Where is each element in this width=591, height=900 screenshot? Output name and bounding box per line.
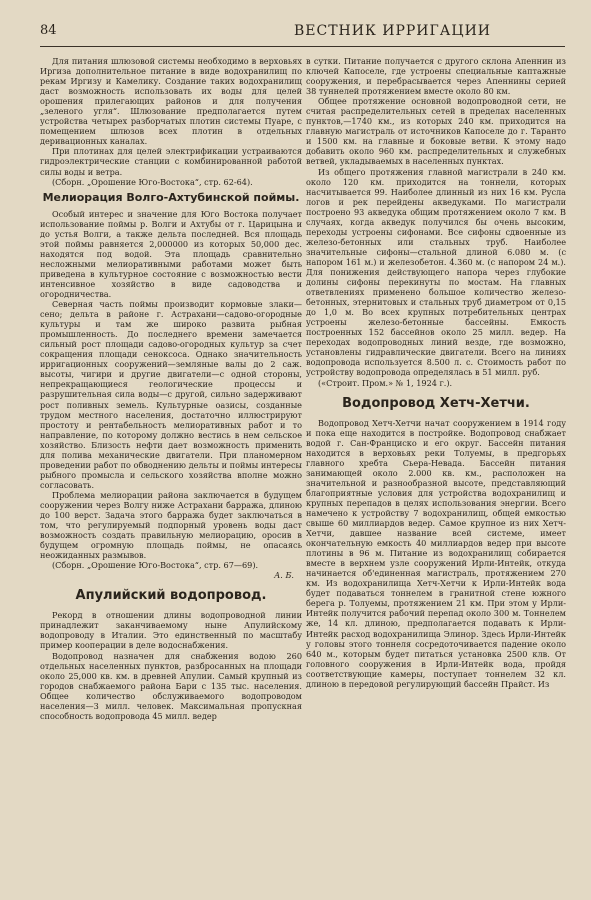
paragraph: Из общего протяжения главной магистрали в 240 км. около 120 км. приходится на тоннели, которых насчитывается 99. Наиболее длинный из них 16 км. Русла логов и рек перейдены акведуками. По магистрали построено 93 акведука общим протяжением около 7 км. В случаях, когда акведук получился бы очень высоким, переходы устроены сифонами. Все сифоны сдвоенные из железо-бетонных или стальных труб. Наиболее значительные сифоны—стальной длиной 6.080 м. (с напором 161 м.) и железобетон. 4.360 м. (с напором 24 м.). Для понижения действующего напора через глубокие долины сифоны перекинуты по мостам. На главных ответвлениях применено большое количество железо-бетонных, этернитовых и стальных труб диаметром от 0,15 до 1,0 м. Во всех крупных потребительных центрах устроены железо-бетонные бассейны. Емкость построенных 152 бассейнов около 25 милл. ведер. На переходах водопроводных линий везде, где возможно, установлены гидравлические двигатели. Всего на линиях водопровода используется 8.500 л. с. Стоимость работ по устройству водопровода определялась в 51 милл. руб.: [306, 166, 566, 378]
section-heading-volga-akhtuba: Мелиорация Волго-Ахтубинской поймы.: [42, 190, 300, 204]
paragraph: Водопровод назначен для снабжения водою 260 отдельных населенных пунктов, разбросанных на площади около 25,000 кв. км. в древней Апулии. Самый крупный из городов снабжаемого района Бари с 135 тыс. населения. Общее количество обслуживаемого водопроводом населения—3 милл. человек. Максимальная пропускная способность водопровода 45 милл. ведер: [40, 650, 302, 721]
author-signature: А. Б.: [274, 570, 294, 581]
right-column: [306, 56, 566, 894]
paragraph: Особый интерес и значение для Юго Востока получает использование поймы р. Волги и Ахтубы от г. Царицына и до устья Волги, а также дельта последней. Вся площадь этой поймы равняется 2,000000 из которых 50,000 дес. находятся под водой. Эта площадь сравнительно несложными мелиоративными работами может быть приведена в культурное состояние с возможностью вести интенсивное хозяйство в виде садоводства и огородничества.: [40, 208, 302, 299]
section-heading-apulian-aqueduct: Апулийский водопровод.: [75, 588, 267, 604]
journal-title: ВЕСТНИК ИРРИГАЦИИ: [293, 23, 492, 39]
source-citation: (Сборн. „Орошение Юго-Востока“, стр. 62-64).: [52, 176, 253, 187]
left-column: [40, 56, 302, 894]
source-citation: (Сборн. „Орошение Юго-Востока“, стр. 67—69).: [52, 560, 259, 571]
paragraph: При плотинах для целей электрификации устраиваются гидроэлектрические станции с комбинированной работой силы воды и ветра.: [40, 146, 302, 177]
paragraph: в сутки. Питание получается с другого склона Апеннин из ключей Капоселе, где устроены специальные каптажные сооружения, и перебрасывается через Апеннины серией 38 туннелей протяжением вместе около 80 км.: [306, 56, 566, 97]
page-header: [40, 20, 565, 47]
paragraph: Общее протяжение основной водопроводной сети, не считая распределительных сетей в пределах населенных пунктов,—1740 км., из которых 240 км. приходится на главную магистраль от источников Капоселе до г. Таранто и 1500 км. на главные и боковые ветви. К этому надо добавить около 960 км. распределительных и служебных ветвей, укладываемых в населенных пунктах.: [306, 96, 566, 167]
page-number: 84: [40, 23, 57, 38]
paragraph: Рекорд в отношении длины водопроводной линии принадлежит заканчиваемому ныне Апулийскому водопроводу в Италии. Это единственный по масштабу пример кооперации в деле водоснабжения.: [40, 610, 302, 651]
paragraph: Проблема мелиорации района заключается в будущем сооружении через Волгу ниже Астрахани барража, длиною до 100 верст. Задача этого барража будет заключаться в том, что регулируемый подпорный уровень воды даст возможность создать правильную мелиорацию, оросив в будущем огромную площадь поймы, не опасаясь неожиданных размывов.: [40, 489, 302, 561]
section-heading-hetch-hetchy: Водопровод Хетч-Хетчи.: [342, 395, 530, 411]
paragraph: Для питания шлюзовой системы необходимо в верховьях Иргиза дополнительное питание в виде водохранилищ по рекам Иргизу и Камелику. Создание таких водохранилищ даст возможность использовать их воды для целей орошения прилегающих районов и для получения „зеленого угля“. Шлюзование предполагается путем устройства четырех разборчатых плотин системы Пуаре, с помещением шлюзов всех плотин в отдельных деривационных каналах.: [40, 56, 302, 147]
paragraph: Водопровод Хетч-Хетчи начат сооружением в 1914 году и пока еще находится в постройке. Водопровод снабжает водой г. Сан-Франциско и его округ. Бассейн питания находится в верховьях реки Толуемы, в предгорьях главного хребта Сьера-Невада. Бассейн питания занимающей около 2.000 кв. км., расположен на значительной и разнообразной высоте, представляющий благоприятные условия для устройства водохранилищ и крупных перепадов в целях использования энергии. Всего намечено к устройству 7 водохранилищ, общей емкостью свыше 60 миллиардов ведер. Самое крупное из них Хетч-Хетчи, давшее название всей системе, имеет окончательную емкость 40 миллиардов ведер при высоте плотины в 96 м. Питание из водохранилищ собирается вместе в верхнем узле сооружений Ирли-Интейк, откуда начинается об'единенная магистраль, протяжением 270 км. Из водохранилища Хетч-Хетчи к Ирли-Интейк вода будет подаваться тоннелем в гранитной стене южного берега р. Толуемы, протяжением 21 км. При этом у Ирли-Интейк получится рабочий перепад около 300 м. Тоннелем же, 14 кл. длиною, предполагается подавать к Ирли-Интейк расход водохранилища Элинор. Здесь Ирли-Интейк у головы этого тоннеля сосредоточивается падение около 640 м., которым будет питаться установка 2500 клв. От головного сооружения в Ирли-Интейк вода, пройдя соответствующие камеры, поступает тоннелем 32 кл. длиною в передовой регулирующий бассейн Прайст. Из: [306, 417, 566, 689]
source-citation: («Строит. Пром.» № 1, 1924 г.).: [318, 377, 453, 388]
paragraph: Северная часть поймы производит кормовые злаки—сено; дельта в районе г. Астрахани—садово-огородные культуры и там же широко развита рыбная промышленность. До последнего времени замечается сильный рост площади садово-огородных культур за счет сокращения площади сеноксоса. Однако значительность ирригационных сооружений—земляные валы до 2 саж. высоты, чигири и другие двигатели—с одной стороны, непрекращающиеся геологические процессы и разрушительная сила воды—с другой, сильно задерживают рост поливных земель. Культурные оазисы, созданные трудом местного населения, достаточно иллюстрируют простоту и рентабельность мелиоративных работ и то направление, по которому должно вестись в нем сельское хозяйство. Близость нефти дает возможность применить для полива механические двигатели. При планомерном проведении работ по обводнению дельты и поймы интересы рыбного промысла и сельского хозяйства вполне можно согласовать.: [40, 299, 302, 490]
